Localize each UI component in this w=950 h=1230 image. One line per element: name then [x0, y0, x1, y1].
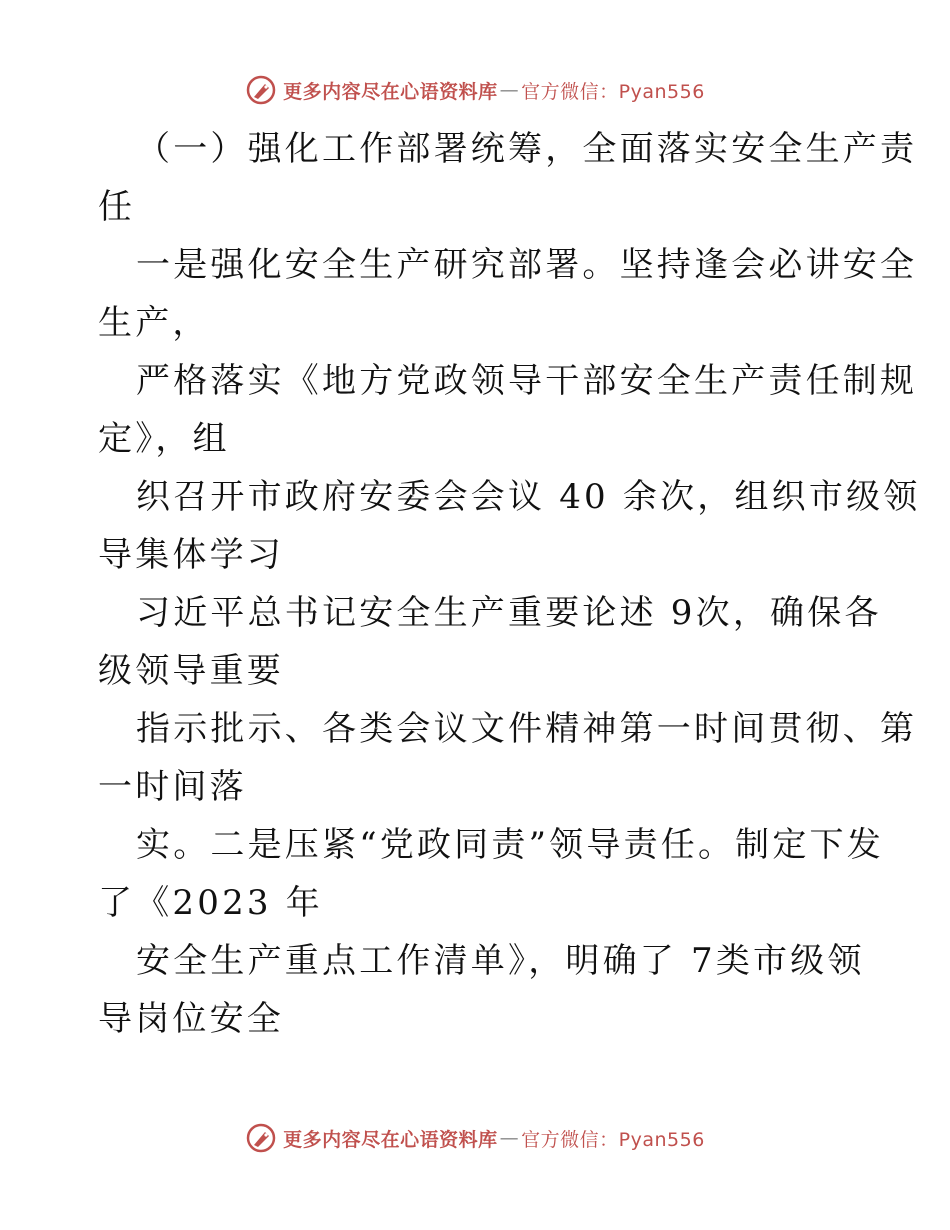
text-line: 实。二是压紧“党政同责”领导责任。制定下发 [136, 825, 884, 865]
text-line: 严格落实《地方党政领导干部安全生产责任制规 [136, 361, 918, 401]
text-line: 一时间落 [98, 767, 247, 807]
text-line: 导岗位安全 [98, 999, 284, 1039]
text-line: 织召开市政府安委会会议 40 余次，组织市级领 [136, 477, 921, 517]
text-line: 指示批示、各类会议文件精神第一时间贯彻、第 [136, 709, 918, 749]
text-line: 级领导重要 [98, 651, 284, 691]
text-line: 任 [98, 187, 136, 227]
watermark-brand: 更多内容尽在心语资料库 [283, 80, 498, 103]
text-line: 了《2023 年 [98, 883, 323, 923]
header-watermark [0, 70, 950, 110]
pen-nib-circle-icon [245, 74, 277, 106]
text-line: （一）强化工作部署统筹，全面落实安全生产责 [136, 129, 918, 169]
watermark-contact: 官方微信：Pyan556 [521, 80, 705, 103]
text-line: 安全生产重点工作清单》，明确了 7类市级领 [136, 941, 865, 981]
watermark-contact: 官方微信：Pyan556 [521, 1128, 705, 1151]
document-body [98, 120, 921, 1048]
watermark-dash: — [499, 79, 520, 101]
text-line: 定》，组 [98, 419, 230, 459]
watermark-brand: 更多内容尽在心语资料库 [283, 1128, 498, 1151]
text-line: 一是强化安全生产研究部署。坚持逢会必讲安全 [136, 245, 918, 285]
pen-nib-circle-icon [245, 1122, 277, 1154]
text-line: 生产， [98, 303, 210, 343]
watermark-dash: — [499, 1127, 520, 1149]
text-line: 习近平总书记安全生产重要论述 9次，确保各 [136, 593, 882, 633]
text-line: 导集体学习 [98, 535, 284, 575]
footer-watermark [0, 1118, 950, 1158]
